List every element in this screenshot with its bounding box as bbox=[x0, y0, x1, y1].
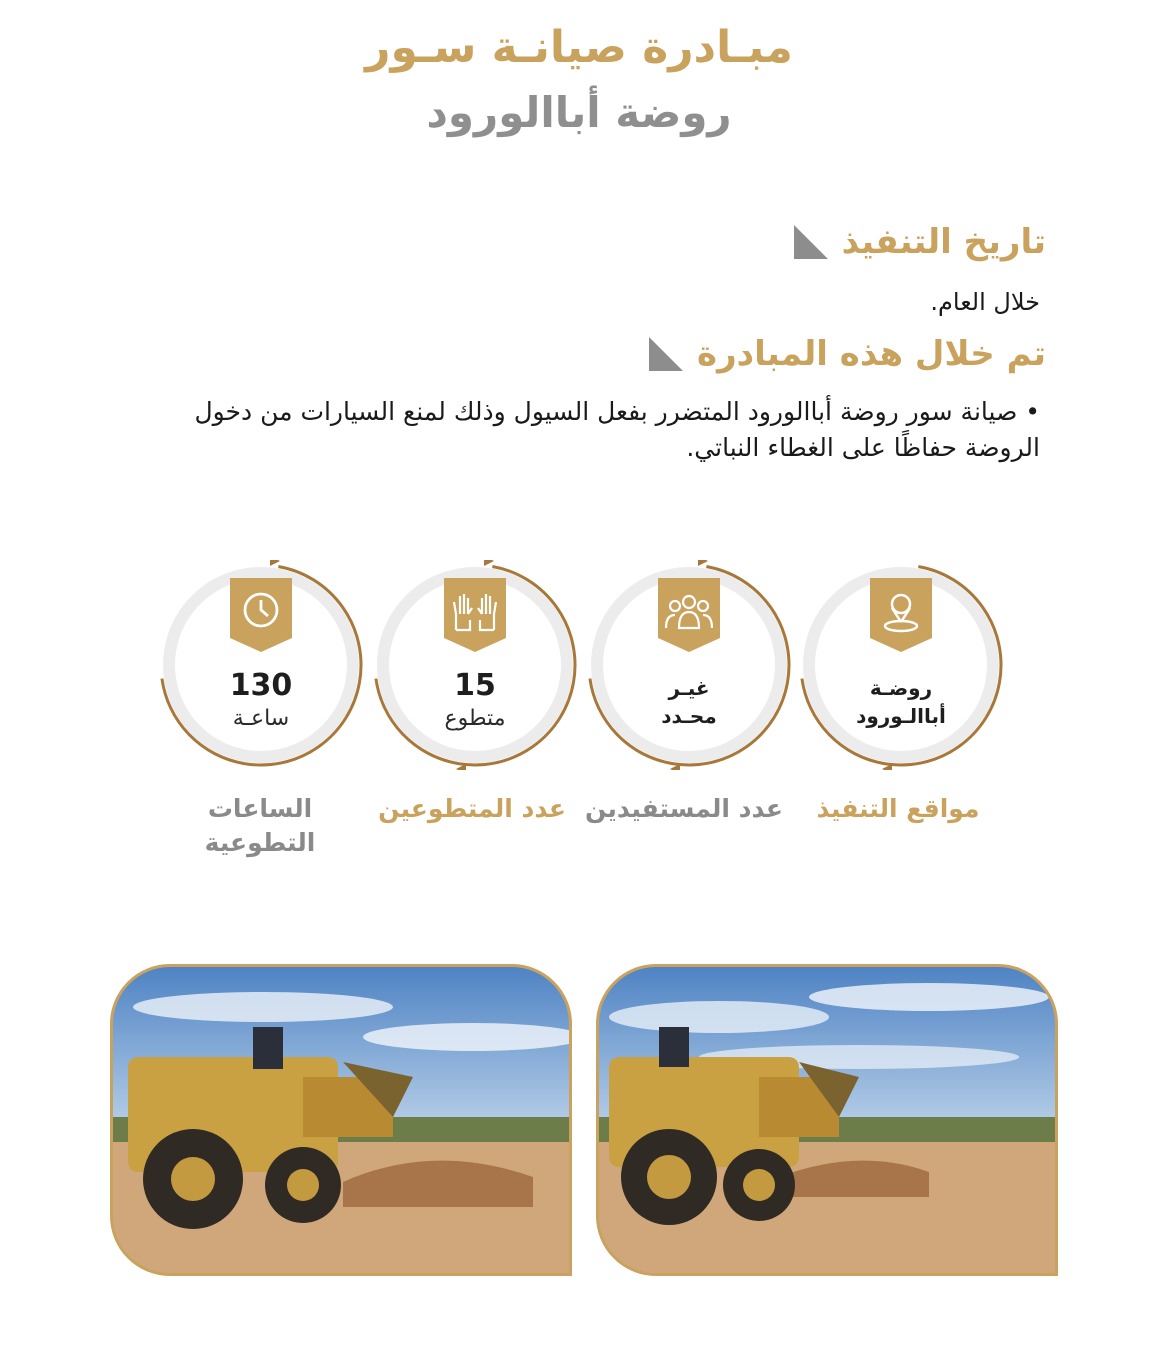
raised-hands-icon bbox=[444, 578, 506, 652]
stat-caption: الساعات التطوعية bbox=[204, 794, 316, 857]
stat-volunteers bbox=[370, 560, 580, 770]
section-text-date: خلال العام. bbox=[930, 288, 1040, 316]
page-title: مبـادرة صيانـة سـور bbox=[365, 22, 793, 73]
stat-unit: متطوع bbox=[444, 706, 506, 731]
stat-caption: مواقع التنفيذ bbox=[816, 794, 980, 823]
stat-beneficiaries bbox=[584, 560, 794, 770]
section-title: تاريخ التنفيذ bbox=[841, 222, 1046, 262]
stat-caption: عدد المتطوعين bbox=[378, 794, 566, 823]
stat-caption: عدد المستفيدين bbox=[585, 794, 783, 823]
triangle-marker-icon bbox=[649, 337, 683, 371]
section-heading-work bbox=[649, 334, 1046, 374]
page-subtitle: روضة أباالورود bbox=[426, 88, 732, 137]
stat-value: 15 bbox=[454, 668, 496, 703]
stat-value-line2: أباالـورود bbox=[856, 704, 946, 728]
location-pin-icon bbox=[870, 578, 932, 652]
triangle-marker-icon bbox=[794, 225, 828, 259]
clock-icon bbox=[230, 578, 292, 652]
stat-value-line1: غيـر bbox=[668, 676, 710, 700]
stat-hours bbox=[156, 560, 366, 770]
stat-value-line2: محـدد bbox=[661, 704, 717, 728]
stat-value: 130 bbox=[229, 668, 293, 703]
section-heading-date bbox=[794, 222, 1046, 262]
section-text-work: • صيانة سور روضة أباالورود المتضرر بفعل السيول وذلك لمنع السيارات من دخول الروضة حفاظًا على الغطاء النباتي. bbox=[194, 397, 1040, 462]
stat-value-line1: روضـة bbox=[869, 676, 933, 700]
section-title: تم خلال هذه المبادرة bbox=[697, 334, 1046, 374]
stat-location bbox=[796, 560, 1006, 770]
stat-unit: ساعـة bbox=[232, 706, 290, 731]
people-group-icon bbox=[658, 578, 720, 652]
photo-loader-right bbox=[596, 964, 1058, 1276]
photo-loader-left bbox=[110, 964, 572, 1276]
